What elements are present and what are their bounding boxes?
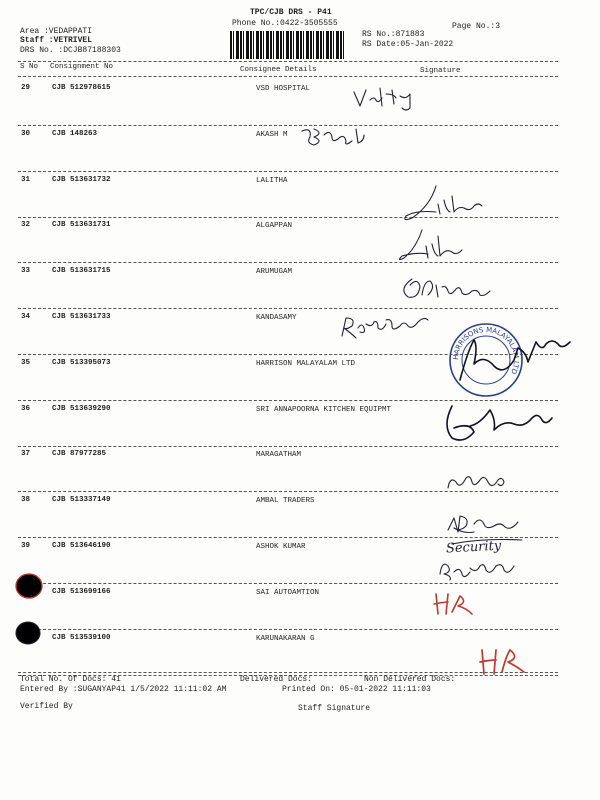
row-sno: 36	[21, 405, 31, 413]
row-consignee: ALGAPPAN	[256, 222, 293, 230]
signature-row-35	[450, 330, 580, 390]
drs-number: DRS No. :DCJB87188303	[20, 46, 121, 55]
row-sno: 29	[21, 84, 31, 92]
row-consignee: KANDASAMY	[256, 314, 297, 322]
row-sno: 39	[21, 542, 31, 550]
signature-row-32	[396, 228, 466, 270]
row-consignee: MARAGATHAM	[256, 451, 302, 459]
staff-label: Staff :VETRIVEL	[20, 36, 93, 45]
signature-row-30	[298, 125, 378, 147]
row-consignment-no: CJB 87977285	[52, 450, 107, 458]
col-header-consignee: Consignee Details	[240, 66, 317, 74]
row-sno: 34	[21, 313, 31, 321]
non-delivered-docs: Non Delivered Docs:	[364, 675, 456, 684]
col-header-signature: Signature	[420, 67, 461, 75]
page-number: Page No.:3	[452, 22, 501, 31]
delivered-docs: Delivered Docs:	[240, 675, 313, 684]
col-header-consignment: Consignment No	[50, 63, 114, 71]
row-consignee: SAI AUTOAMTION	[256, 589, 320, 597]
footer-divider	[18, 672, 558, 673]
row-divider	[18, 262, 558, 263]
row-consignee: AKASH M	[256, 131, 288, 139]
signature-row-33	[398, 275, 508, 305]
row-consignment-no: CJB 513337149	[52, 496, 111, 504]
signature-row-36	[440, 396, 580, 446]
row-divider	[18, 308, 558, 309]
row-consignee: VSD HOSPITAL	[256, 85, 311, 93]
row-consignment-no: CJB 513699166	[52, 588, 111, 596]
entered-by: Entered By :SUGANYAP41 1/5/2022 11:11:02 AM	[20, 685, 227, 694]
signature-row-37	[444, 470, 514, 496]
row-sno: 38	[21, 496, 31, 504]
row-consignment-no: CJB 513646190	[52, 542, 111, 550]
row-divider	[18, 125, 558, 126]
row-sno: 35	[21, 359, 31, 367]
column-divider	[18, 76, 558, 77]
row-consignment-no: CJB 148263	[52, 130, 98, 138]
circle-mark-40	[12, 570, 46, 602]
row-consignee: ASHOK KUMAR	[256, 543, 306, 551]
row-sno: 37	[21, 450, 31, 458]
signature-row-39	[436, 558, 536, 582]
verified-by: Verified By	[20, 702, 73, 711]
svg-text:HARRISONS MALAYALAM LTD: HARRISONS MALAYALAM LTD	[451, 325, 521, 376]
signature-row-41	[474, 644, 534, 680]
row-consignment-no: CJB 513631733	[52, 313, 111, 321]
col-header-sno: S No	[20, 63, 39, 71]
row-consignment-no: CJB 513395073	[52, 359, 111, 367]
row-consignee: AMBAL TRADERS	[256, 497, 315, 505]
row-divider	[18, 629, 558, 630]
signature-row-34	[336, 310, 446, 344]
row-divider	[18, 446, 558, 447]
row-divider	[18, 171, 558, 172]
row-consignee: HARRISON MALAYALAM LTD	[256, 360, 356, 368]
phone-number: Phone No.:0422-3505555	[232, 19, 338, 28]
signature-row-40	[430, 590, 480, 620]
barcode	[230, 31, 346, 59]
row-consignee: SRI ANNAPOORNA KITCHEN EQUIPMT	[256, 406, 392, 414]
printed-on: Printed On: 05-01-2022 11:11:03	[282, 685, 431, 694]
row-sno: 30	[21, 130, 31, 138]
row-sno: 31	[21, 176, 31, 184]
row-consignee: KARUNAKARAN G	[256, 635, 315, 643]
rs-date: RS Date:05-Jan-2022	[362, 40, 454, 49]
total-docs: Total No. Of Docs: 41	[20, 675, 121, 684]
document-title: TPC/CJB DRS - P41	[250, 8, 332, 17]
area-label: Area :VEDAPPATI	[20, 27, 93, 36]
row-sno: 33	[21, 267, 31, 275]
row-consignment-no: CJB 512978615	[52, 84, 111, 92]
rs-number: RS No.:871883	[362, 30, 425, 39]
signature-row-31	[398, 182, 498, 227]
row-consignment-no: CJB 513639290	[52, 405, 111, 413]
row-divider	[18, 583, 558, 584]
signature-row-29	[350, 82, 430, 114]
header-divider	[18, 61, 558, 62]
row-consignment-no: CJB 513631731	[52, 221, 111, 229]
row-consignment-no: CJB 513631715	[52, 267, 111, 275]
row-consignee: ARUMUGAM	[256, 268, 293, 276]
handwritten-security: Security	[445, 538, 502, 557]
row-consignee: LALITHA	[256, 177, 288, 185]
row-consignment-no: CJB 513539100	[52, 634, 111, 642]
row-consignment-no: CJB 513631732	[52, 176, 111, 184]
staff-signature: Staff Signature	[298, 704, 371, 713]
row-sno: 32	[21, 221, 31, 229]
circle-mark-41	[12, 618, 44, 648]
